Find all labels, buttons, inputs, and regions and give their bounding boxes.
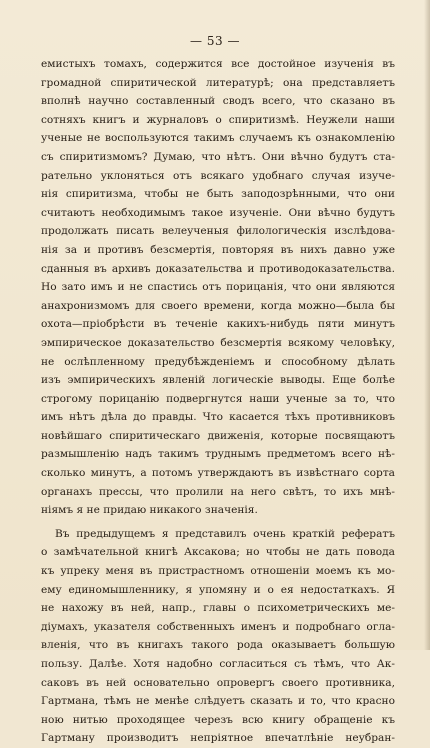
text-line: не ослѣпленному предубѣжденіемъ и способному дѣлать xyxy=(41,355,395,368)
text-line: сколько минутъ, а потомъ утверждаютъ въ извѣстнаго сорта xyxy=(41,467,395,480)
text-line: вленія, что въ книгахъ такого рода оказываетъ большую xyxy=(41,639,395,652)
text-line: не нахожу въ ней, напр., главы о психометрическихъ ме- xyxy=(41,602,395,615)
text-line: нія спиритизма, чтобы не быть заподозрѣнными, что они xyxy=(41,188,395,201)
text-line: изъ эмпирическихъ явленій логическіе выводы. Еще болѣе xyxy=(41,374,395,387)
text-line: Въ предыдущемъ я представилъ очень краткій рефератъ xyxy=(55,527,395,540)
text-line: ною нитью проходящее черезъ всю книгу обращеніе къ xyxy=(41,713,395,726)
text-line: анахронизмомъ для своего времени, когда можно—была бы xyxy=(41,299,395,312)
text-line: сданныя въ архивъ доказательства и противодоказательства. xyxy=(41,262,395,275)
text-line: строгому порицанію подвергнутся наши ученые за то, что xyxy=(41,392,395,405)
text-line: сотняхъ книгъ и журналовъ о спиритизмѣ. Неужели наши xyxy=(41,113,395,126)
text-line: емистыхъ томахъ, содержится все достойное изученія въ xyxy=(41,58,395,70)
text-line: считаютъ необходимымъ такое изученіе. Они вѣчно будутъ xyxy=(41,206,395,219)
text-line: Но зато имъ и не спастись отъ порицанія, что они являются xyxy=(41,281,395,294)
text-line: къ упреку меня въ пристрастномъ отношеніи моемъ къ мо- xyxy=(41,565,395,578)
body-text xyxy=(41,55,395,748)
text-line: Гартману производитъ непріятное впечатлѣніе неубран- xyxy=(41,732,395,745)
text-line: рательно уклоняться отъ всякаго удобнаго случая изуче- xyxy=(41,169,395,182)
page-edge-shadow xyxy=(424,0,430,650)
page-number: — 53 — xyxy=(190,34,240,48)
paragraph-2 xyxy=(41,525,395,748)
paragraph-1 xyxy=(41,55,395,520)
text-line: ему единомышленнику, я упомяну и о ея недостаткахъ. Я xyxy=(41,583,395,596)
text-line: эмпирическое доказательство безсмертія всякому человѣку, xyxy=(41,336,395,349)
text-line: съ спиритизмомъ? Думаю, что нѣтъ. Они вѣчно будутъ ста- xyxy=(41,150,395,163)
text-line: охота—пріобрѣсти въ теченіе какихъ-нибудь пяти минутъ xyxy=(41,318,395,331)
text-line: саковъ въ ней основательно опровергъ своего противника, xyxy=(41,676,395,689)
text-line: новѣйшаго спиритическаго движенія, которые посвящаютъ xyxy=(41,429,395,442)
text-line: вполнѣ научно составленный сводъ всего, что сказано въ xyxy=(41,95,395,108)
text-line: ніямъ я не придаю никакого значенія. xyxy=(41,504,258,517)
text-line: имъ нѣтъ дѣла до правды. Что касается тѣхъ противниковъ xyxy=(41,411,395,424)
text-line: о замѣчательной книгѣ Аксакова; но чтобы не дать повода xyxy=(41,546,395,559)
text-line: нія за и противъ безсмертія, повторяя въ нихъ давно уже xyxy=(41,243,395,256)
text-line: размышленію надъ такимъ труднымъ предметомъ всего нѣ- xyxy=(41,448,395,461)
text-line: пользу. Далѣе. Хотя надобно согласиться съ тѣмъ, что Ак- xyxy=(41,658,395,670)
text-line: ученые не воспользуются такимъ случаемъ къ ознакомленію xyxy=(41,132,395,145)
text-line: громадной спиритической литературѣ; она представляетъ xyxy=(41,76,395,89)
text-line: продолжать писать велеученыя филологическія изслѣдова- xyxy=(41,225,395,238)
text-line: органахъ прессы, что пролили на него свѣтъ, то ихъ мнѣ- xyxy=(41,485,395,498)
text-line: Гартмана, тѣмъ не менѣе слѣдуетъ сказать и то, что красно xyxy=(41,695,395,708)
text-line: діумахъ, указателя собственныхъ именъ и подробнаго огла- xyxy=(41,620,395,633)
